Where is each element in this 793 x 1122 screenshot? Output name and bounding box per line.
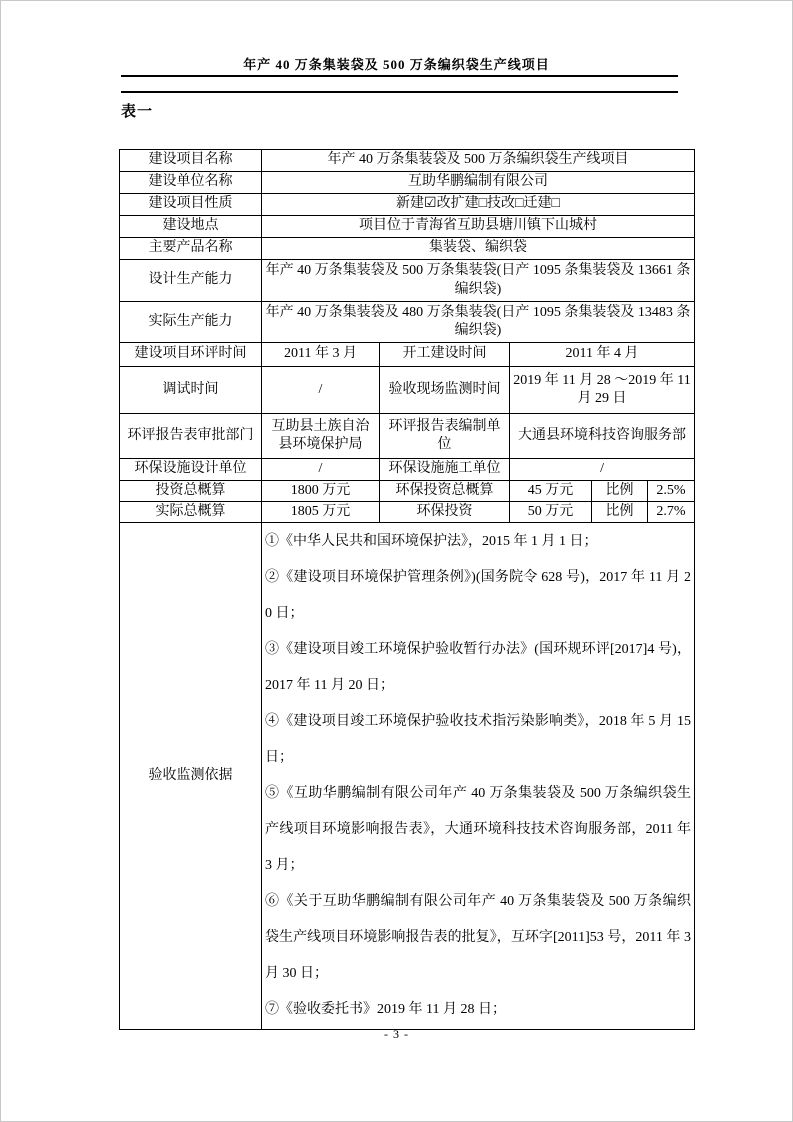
row-value: 集装袋、编织袋 bbox=[262, 238, 695, 260]
row-value: 互助华鹏编制有限公司 bbox=[262, 172, 695, 194]
row-value: 50 万元 bbox=[510, 502, 592, 523]
basis-item: ①《中华人民共和国环境保护法》，2015 年 1 月 1 日； bbox=[265, 534, 598, 550]
table-row bbox=[120, 260, 695, 302]
row-value: 2.5% bbox=[648, 481, 695, 502]
row-value: 年产 40 万条集装袋及 500 万条集装袋(日产 1095 条集装袋及 13661 条编织袋) bbox=[262, 260, 695, 302]
header-rule-top bbox=[121, 75, 678, 77]
basis-item: ③《建设项目竣工环境保护验收暂行办法》(国环规环评[2017]4 号)，2017 年 11 月 20 日； bbox=[265, 642, 692, 694]
basis-item: ⑦《验收委托书》2019 年 11 月 28 日； bbox=[265, 1002, 506, 1018]
row-label: 验收监测依据 bbox=[120, 523, 262, 1030]
row-label: 验收现场监测时间 bbox=[380, 367, 510, 414]
row-value: 年产 40 万条集装袋及 480 万条集装袋(日产 1095 条集装袋及 13483 条编织袋) bbox=[262, 302, 695, 343]
basis-item: ④《建设项目竣工环境保护验收技术指污染影响类》，2018 年 5 月 15 日； bbox=[265, 714, 692, 766]
header-rule-bottom bbox=[121, 91, 678, 93]
row-label: 建设地点 bbox=[120, 216, 262, 238]
row-label: 环保投资 bbox=[380, 502, 510, 523]
table-row bbox=[120, 238, 695, 260]
project-nature-checkboxes: 新建☑改扩建□技改□迁建□ bbox=[262, 194, 695, 216]
row-value: 2019 年 11 月 28 ～2019 年 11 月 29 日 bbox=[510, 367, 695, 414]
row-value: 1805 万元 bbox=[262, 502, 380, 523]
table-caption: 表一 bbox=[121, 104, 154, 120]
basis-item: ⑤《互助华鹏编制有限公司年产 40 万条集装袋及 500 万条编织袋生产线项目环境影响报告表》，大通环境科技技术咨询服务部，2011 年 3 月； bbox=[265, 786, 692, 874]
row-value: 年产 40 万条集装袋及 500 万条编织袋生产线项目 bbox=[262, 150, 695, 172]
project-info-table bbox=[119, 149, 695, 1030]
table-row bbox=[120, 523, 695, 1030]
table-row bbox=[120, 343, 695, 367]
row-value: / bbox=[262, 459, 380, 481]
row-label: 比例 bbox=[592, 481, 648, 502]
row-label: 环评报告表编制单位 bbox=[380, 414, 510, 459]
row-value: / bbox=[510, 459, 695, 481]
table-row bbox=[120, 502, 695, 523]
row-value: 2011 年 4 月 bbox=[510, 343, 695, 367]
row-label: 环保投资总概算 bbox=[380, 481, 510, 502]
table-row bbox=[120, 367, 695, 414]
row-label: 实际生产能力 bbox=[120, 302, 262, 343]
table-row bbox=[120, 194, 695, 216]
row-label: 主要产品名称 bbox=[120, 238, 262, 260]
basis-item: ⑥《关于互助华鹏编制有限公司年产 40 万条集装袋及 500 万条编织袋生产线项目环境影响报告表的批复》，互环字[2011]53 号，2011 年 3 月 30 日； bbox=[265, 894, 692, 982]
table-row bbox=[120, 216, 695, 238]
table-row bbox=[120, 459, 695, 481]
row-label: 建设单位名称 bbox=[120, 172, 262, 194]
row-label: 环评报告表审批部门 bbox=[120, 414, 262, 459]
page-header-title: 年产 40 万条集装袋及 500 万条编织袋生产线项目 bbox=[243, 57, 550, 72]
table-row bbox=[120, 150, 695, 172]
row-label: 比例 bbox=[592, 502, 648, 523]
row-label: 建设项目环评时间 bbox=[120, 343, 262, 367]
row-value: 大通县环境科技咨询服务部 bbox=[510, 414, 695, 459]
page-number: - 3 - bbox=[384, 1027, 409, 1041]
table-row bbox=[120, 302, 695, 343]
row-value: 2011 年 3 月 bbox=[262, 343, 380, 367]
row-value: 2.7% bbox=[648, 502, 695, 523]
row-label: 环保设施施工单位 bbox=[380, 459, 510, 481]
row-value: 项目位于青海省互助县塘川镇下山城村 bbox=[262, 216, 695, 238]
table-row bbox=[120, 481, 695, 502]
row-label: 建设项目名称 bbox=[120, 150, 262, 172]
basis-item: ②《建设项目环境保护管理条例》)(国务院令 628 号)，2017 年 11 月 20 日； bbox=[265, 570, 692, 622]
row-label: 环保设施设计单位 bbox=[120, 459, 262, 481]
table-row bbox=[120, 172, 695, 194]
row-value: 1800 万元 bbox=[262, 481, 380, 502]
acceptance-basis-list bbox=[262, 523, 695, 1030]
row-value: 互助县土族自治县环境保护局 bbox=[262, 414, 380, 459]
row-label: 开工建设时间 bbox=[380, 343, 510, 367]
row-label: 设计生产能力 bbox=[120, 260, 262, 302]
row-label: 实际总概算 bbox=[120, 502, 262, 523]
row-label: 建设项目性质 bbox=[120, 194, 262, 216]
table-row bbox=[120, 414, 695, 459]
row-label: 投资总概算 bbox=[120, 481, 262, 502]
row-value: 45 万元 bbox=[510, 481, 592, 502]
row-value: / bbox=[262, 367, 380, 414]
row-label: 调试时间 bbox=[120, 367, 262, 414]
